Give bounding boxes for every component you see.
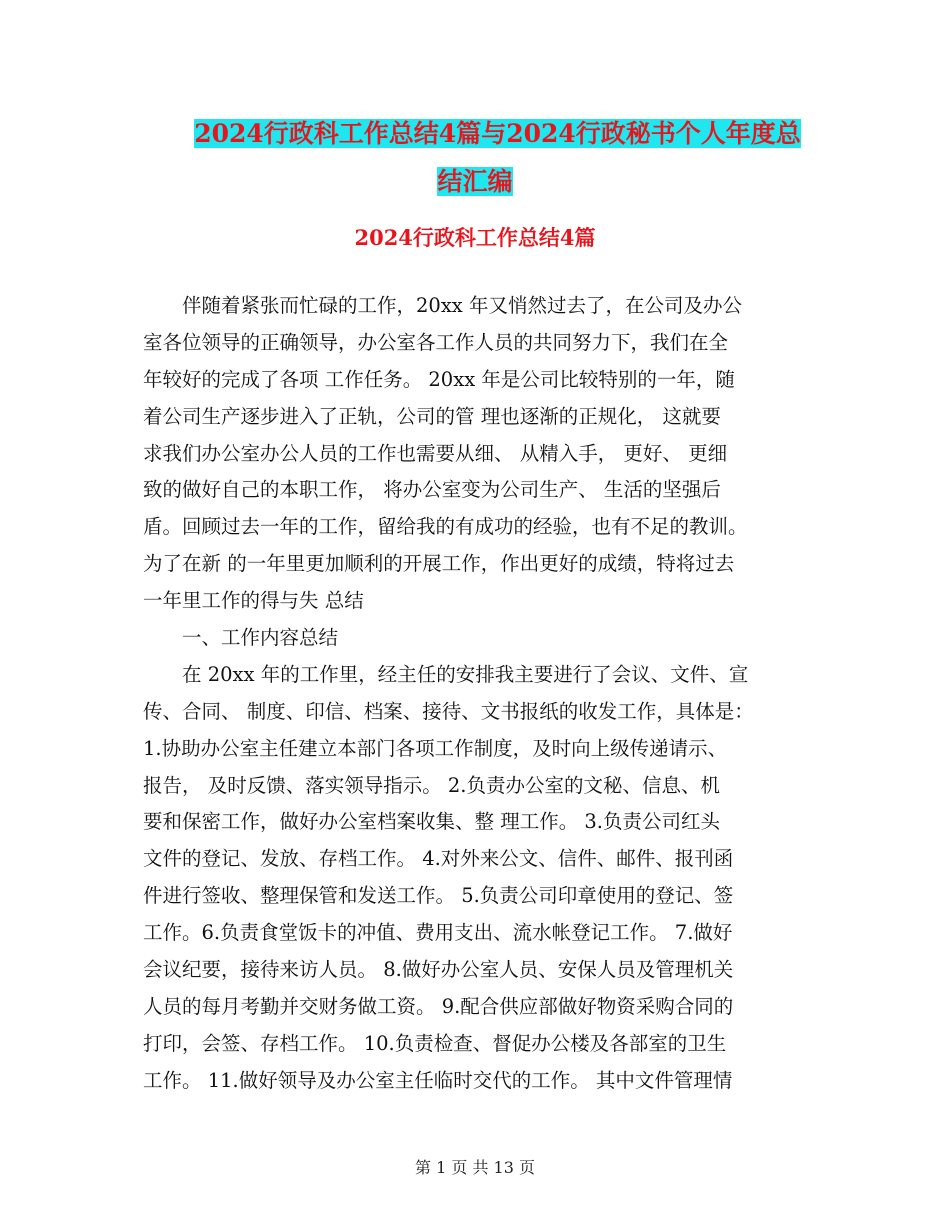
body-line: 年较好的完成了各项 工作任务。 20xx 年是公司比较特别的一年，随 [143, 367, 735, 391]
body-line: 室各位领导的正确领导，办公室各工作人员的共同努力下，我们在全 [143, 330, 729, 354]
body-line: 1.协助办公室主任建立本部门各项工作制度，及时向上级传递请示、 [143, 736, 728, 760]
body-line: 工作。6.负责食堂饭卡的冲值、费用支出、流水帐登记工作。 7.做好 [143, 921, 733, 945]
body-line: 打印，会签、存档工作。 10.负责检查、督促办公楼及各部室的卫生 [143, 1031, 727, 1055]
body-line: 传、合同、 制度、印信、档案、接待、文书报纸的收发工作，具体是： [143, 699, 754, 723]
body-line: 盾。回顾过去一年的工作，留给我的有成功的经验，也有不足的教训。 [143, 515, 748, 539]
body-line: 一、工作内容总结 [143, 626, 339, 650]
body-line: 致的做好自己的本职工作， 将办公室变为公司生产、 生活的坚强后 [143, 478, 721, 502]
body-line: 伴随着紧张而忙碌的工作，20xx 年又悄然过去了，在公司及办公 [143, 294, 743, 317]
body-line: 会议纪要，接待来访人员。 8.做好办公室人员、安保人员及管理机关 [143, 958, 734, 982]
section-title: 2024行政科工作总结4篇 [354, 225, 596, 250]
body-line: 工作。 11.做好领导及办公室主任临时交代的工作。 其中文件管理情 [143, 1068, 733, 1092]
page-footer: 第 1 页 共 13 页 [415, 1158, 535, 1177]
title-line-1: 2024行政科工作总结4篇与2024行政秘书个人年度总 [194, 119, 801, 148]
body-text [143, 288, 808, 1100]
body-line: 一年里工作的得与失 总结 [143, 589, 364, 613]
title-line-2: 结汇编 [437, 167, 513, 196]
body-line: 求我们办公室办公人员的工作也需要从细、 从精入手， 更好、 更细 [143, 441, 728, 465]
body-line: 在 20xx 年的工作里，经主任的安排我主要进行了会议、文件、宣 [143, 662, 749, 686]
body-line: 要和保密工作，做好办公室档案收集、整 理工作。 3.负责公司红头 [143, 810, 721, 834]
body-line: 件进行签收、整理保管和发送工作。 5.负责公司印章使用的登记、签 [143, 884, 734, 908]
body-line: 文件的登记、发放、存档工作。 4.对外来公文、信件、邮件、报刊函 [143, 847, 734, 871]
document-title [0, 110, 950, 206]
body-line: 着公司生产逐步进入了正轨，公司的管 理也逐渐的正规化， 这就要 [143, 404, 721, 428]
body-line: 人员的每月考勤并交财务做工资。 9.配合供应部做好物资采购合同的 [143, 994, 734, 1018]
body-line: 报告， 及时反馈、落实领导指示。 2.负责办公室的文秘、信息、机 [143, 773, 721, 797]
body-line: 为了在新 的一年里更加顺利的开展工作，作出更好的成绩，特将过去 [143, 552, 735, 576]
